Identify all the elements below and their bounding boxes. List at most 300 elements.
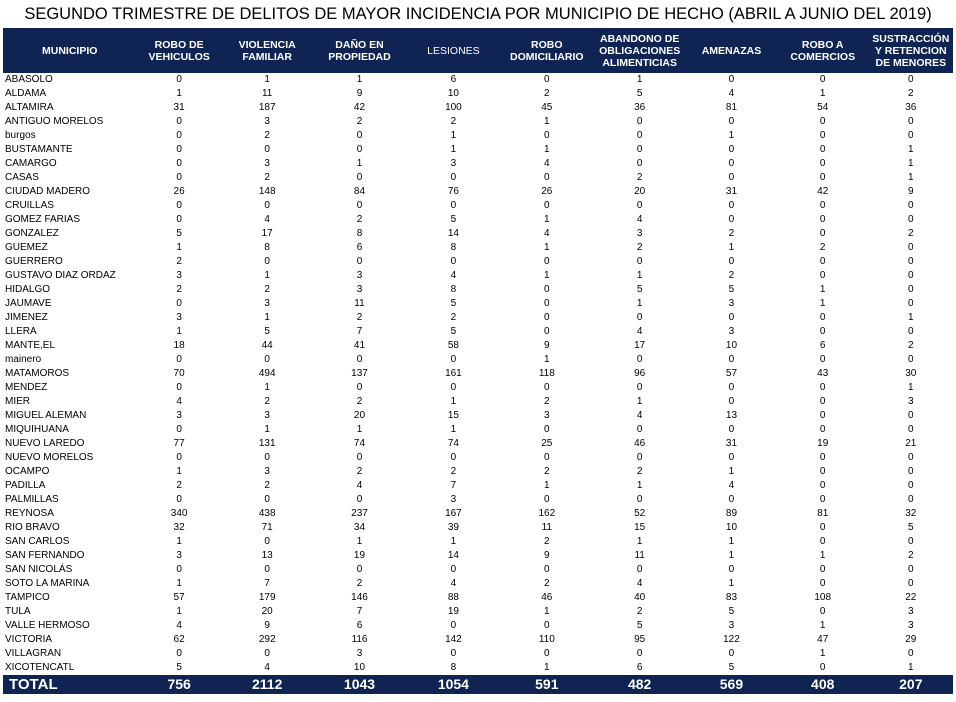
value-cell: 0 [908, 130, 914, 141]
value-cell: 3 [728, 326, 735, 337]
table-row [3, 185, 953, 199]
value-cell: 1 [176, 578, 182, 589]
value-cell: 2 [356, 578, 363, 589]
value-cell: 3 [544, 410, 550, 421]
value-cell: 0 [264, 354, 270, 365]
value-cell: 0 [728, 158, 735, 169]
value-cell: 6 [356, 242, 363, 253]
value-cell: 1 [544, 606, 550, 617]
value-cell: 0 [636, 452, 643, 463]
value-cell: 1 [264, 312, 270, 323]
municipio-cell: HIDALGO [5, 284, 51, 295]
value-cell: 0 [176, 648, 182, 659]
value-cell: 0 [544, 424, 550, 435]
value-cell: 0 [544, 312, 550, 323]
value-cell: 3 [450, 158, 457, 169]
value-cell: 0 [544, 256, 550, 267]
value-cell: 3 [908, 396, 914, 407]
value-cell: 39 [447, 522, 459, 533]
value-cell: 58 [447, 340, 459, 351]
value-cell: 17 [634, 340, 646, 351]
value-cell: 2 [356, 466, 363, 477]
value-cell: 0 [636, 158, 643, 169]
municipio-cell: RIO BRAVO [5, 522, 60, 533]
value-cell: 0 [908, 452, 914, 463]
value-cell: 1 [728, 550, 735, 561]
value-cell: 32 [905, 508, 917, 519]
table-row [3, 255, 953, 269]
value-cell: 3 [176, 550, 182, 561]
table-row [3, 479, 953, 493]
value-cell: 0 [636, 144, 643, 155]
header-municipio: MUNICIPIO [3, 28, 136, 73]
value-cell: 1 [264, 424, 270, 435]
value-cell: 162 [538, 508, 556, 519]
header-amenazas: AMENAZAS [686, 28, 777, 73]
total-row [3, 675, 953, 694]
value-cell: 0 [819, 256, 826, 267]
value-cell: 0 [450, 354, 457, 365]
value-cell: 5 [636, 620, 643, 631]
table-row [3, 605, 953, 619]
value-cell: 18 [173, 340, 185, 351]
value-cell: 2 [356, 396, 363, 407]
value-cell: 2 [176, 256, 182, 267]
value-cell: 0 [450, 382, 457, 393]
value-cell: 4 [636, 214, 643, 225]
value-cell: 0 [356, 144, 363, 155]
value-cell: 1 [544, 662, 550, 673]
municipio-cell: TULA [5, 606, 31, 617]
value-cell: 1 [356, 536, 363, 547]
value-cell: 2 [356, 214, 363, 225]
value-cell: 0 [908, 256, 914, 267]
value-cell: 5 [728, 662, 735, 673]
value-cell: 0 [728, 74, 735, 85]
value-cell: 2 [450, 312, 457, 323]
header-abandono-obligaciones: ABANDONO DE OBLIGACIONES ALIMENTICIAS [593, 28, 686, 73]
value-cell: 9 [264, 620, 270, 631]
table-row [3, 451, 953, 465]
value-cell: 0 [728, 144, 735, 155]
value-cell: 438 [258, 508, 276, 519]
table-row [3, 535, 953, 549]
municipio-cell: CAMARGO [5, 158, 57, 169]
value-cell: 2 [264, 396, 270, 407]
table-row [3, 171, 953, 185]
value-cell: 142 [445, 634, 462, 645]
header-dano-propiedad: DAÑO EN PROPIEDAD [313, 28, 407, 73]
value-cell: 46 [541, 592, 553, 603]
value-cell: 0 [356, 452, 363, 463]
value-cell: 26 [541, 186, 553, 197]
value-cell: 0 [356, 172, 363, 183]
municipio-cell: NUEVO MORELOS [5, 452, 94, 463]
value-cell: 15 [447, 410, 459, 421]
value-cell: 0 [819, 396, 826, 407]
table-row [3, 241, 953, 255]
municipio-cell: GONZALEZ [5, 228, 59, 239]
value-cell: 0 [728, 564, 735, 575]
value-cell: 4 [264, 662, 270, 673]
value-cell: 2 [450, 116, 457, 127]
value-cell: 0 [819, 326, 826, 337]
value-cell: 88 [447, 592, 459, 603]
value-cell: 108 [814, 592, 832, 603]
value-cell: 11 [634, 550, 645, 561]
value-cell: 9 [908, 186, 914, 197]
value-cell: 0 [544, 298, 550, 309]
value-cell: 57 [173, 592, 185, 603]
value-cell: 5 [450, 298, 457, 309]
table-row [3, 661, 953, 675]
value-cell: 0 [819, 74, 826, 85]
value-cell: 0 [728, 172, 735, 183]
value-cell: 0 [819, 564, 826, 575]
value-cell: 494 [258, 368, 276, 379]
value-cell: 2 [450, 466, 457, 477]
value-cell: 74 [353, 438, 366, 449]
table-row [3, 423, 953, 437]
table-row [3, 87, 953, 101]
value-cell: 3 [176, 270, 182, 281]
value-cell: 0 [819, 452, 826, 463]
value-cell: 4 [176, 620, 182, 631]
value-cell: 2 [176, 480, 182, 491]
value-cell: 2 [544, 466, 550, 477]
value-cell: 3 [264, 158, 270, 169]
value-cell: 0 [908, 536, 914, 547]
value-cell: 31 [725, 186, 738, 197]
value-cell: 0 [636, 564, 643, 575]
value-cell: 0 [636, 648, 643, 659]
value-cell: 0 [908, 298, 914, 309]
value-cell: 1 [908, 382, 914, 393]
value-cell: 11 [261, 88, 273, 99]
total-cell: 756 [136, 675, 221, 694]
header-robo-domiciliario: ROBO DOMICILIARIO [500, 28, 593, 73]
value-cell: 0 [819, 536, 826, 547]
table-row [3, 563, 953, 577]
value-cell: 6 [636, 662, 643, 673]
value-cell: 0 [636, 256, 643, 267]
value-cell: 0 [176, 452, 182, 463]
value-cell: 100 [445, 102, 462, 113]
value-cell: 0 [264, 256, 270, 267]
value-cell: 9 [356, 88, 363, 99]
value-cell: 187 [258, 102, 276, 113]
value-cell: 1 [450, 130, 457, 141]
value-cell: 7 [356, 326, 363, 337]
value-cell: 1 [544, 480, 550, 491]
value-cell: 19 [353, 550, 366, 561]
value-cell: 83 [725, 592, 738, 603]
value-cell: 20 [634, 186, 646, 197]
value-cell: 46 [634, 438, 646, 449]
value-cell: 43 [817, 368, 829, 379]
municipio-cell: JAUMAVE [5, 298, 52, 309]
value-cell: 0 [819, 144, 826, 155]
value-cell: 7 [450, 480, 457, 491]
value-cell: 2 [544, 578, 550, 589]
value-cell: 70 [173, 368, 185, 379]
value-cell: 0 [544, 382, 550, 393]
table-row [3, 395, 953, 409]
value-cell: 0 [819, 158, 826, 169]
table-row [3, 325, 953, 339]
value-cell: 0 [544, 452, 550, 463]
value-cell: 3 [356, 284, 363, 295]
value-cell: 14 [447, 228, 459, 239]
value-cell: 0 [819, 606, 826, 617]
value-cell: 0 [819, 410, 826, 421]
value-cell: 1 [819, 298, 826, 309]
value-cell: 0 [908, 480, 914, 491]
value-cell: 0 [819, 130, 826, 141]
value-cell: 41 [353, 340, 366, 351]
value-cell: 5 [176, 662, 182, 673]
table-row [3, 283, 953, 297]
value-cell: 0 [819, 172, 826, 183]
value-cell: 8 [264, 242, 270, 253]
municipio-cell: CASAS [5, 172, 39, 183]
value-cell: 0 [544, 326, 550, 337]
value-cell: 2 [908, 228, 914, 239]
value-cell: 1 [819, 284, 826, 295]
value-cell: 0 [544, 648, 550, 659]
municipio-cell: GUERRERO [5, 256, 63, 267]
value-cell: 0 [450, 564, 457, 575]
total-cell: 482 [593, 675, 686, 694]
municipio-cell: SAN CARLOS [5, 536, 70, 547]
value-cell: 1 [176, 242, 182, 253]
municipio-cell: VILLAGRAN [5, 648, 62, 659]
value-cell: 9 [544, 340, 550, 351]
value-cell: 2 [636, 606, 643, 617]
municipio-cell: VALLE HERMOSO [5, 620, 90, 631]
table-row [3, 129, 953, 143]
total-cell: 1054 [406, 675, 500, 694]
value-cell: 0 [908, 564, 914, 575]
value-cell: 1 [728, 466, 735, 477]
total-cell: 207 [869, 675, 953, 694]
table-row [3, 269, 953, 283]
value-cell: 19 [447, 606, 459, 617]
value-cell: 11 [354, 298, 365, 309]
value-cell: 52 [634, 508, 646, 519]
value-cell: 1 [450, 536, 457, 547]
municipio-cell: ANTIGUO MORELOS [5, 116, 104, 127]
total-cell: 408 [777, 675, 869, 694]
value-cell: 0 [264, 452, 270, 463]
value-cell: 0 [450, 256, 457, 267]
value-cell: 1 [264, 382, 270, 393]
value-cell: 4 [636, 326, 643, 337]
value-cell: 0 [908, 648, 914, 659]
municipio-cell: NUEVO LAREDO [5, 438, 85, 449]
value-cell: 0 [908, 270, 914, 281]
value-cell: 2 [356, 312, 363, 323]
value-cell: 0 [908, 74, 914, 85]
value-cell: 3 [356, 648, 363, 659]
value-cell: 25 [541, 438, 553, 449]
value-cell: 1 [636, 396, 643, 407]
value-cell: 45 [541, 102, 553, 113]
municipio-cell: GUEMEZ [5, 242, 48, 253]
value-cell: 2 [728, 228, 735, 239]
value-cell: 8 [356, 228, 363, 239]
value-cell: 0 [728, 256, 735, 267]
value-cell: 0 [728, 452, 735, 463]
page-title: SEGUNDO TRIMESTRE DE DELITOS DE MAYOR INCIDENCIA POR MUNICIPIO DE HECHO (ABRIL A JUNIO DEL 2019) [24, 5, 932, 23]
value-cell: 5 [636, 88, 643, 99]
table-row [3, 577, 953, 591]
value-cell: 4 [544, 158, 550, 169]
value-cell: 0 [728, 382, 735, 393]
value-cell: 3 [450, 494, 457, 505]
municipio-cell: burgos [5, 130, 36, 141]
value-cell: 0 [819, 522, 826, 533]
value-cell: 3 [264, 298, 270, 309]
header-lesiones: LESIONES [406, 28, 500, 73]
table-row [3, 199, 953, 213]
municipio-cell: JIMENEZ [5, 312, 48, 323]
value-cell: 1 [728, 578, 735, 589]
municipio-cell: ALDAMA [5, 88, 47, 99]
value-cell: 161 [445, 368, 462, 379]
value-cell: 2 [908, 88, 914, 99]
value-cell: 1 [728, 242, 735, 253]
value-cell: 0 [356, 564, 363, 575]
value-cell: 4 [544, 228, 550, 239]
value-cell: 0 [819, 578, 826, 589]
value-cell: 10 [447, 88, 459, 99]
value-cell: 1 [544, 116, 550, 127]
value-cell: 5 [176, 228, 182, 239]
value-cell: 0 [176, 172, 182, 183]
header-robo-vehiculos: ROBO DE VEHICULOS [136, 28, 221, 73]
table-row [3, 381, 953, 395]
value-cell: 292 [258, 634, 276, 645]
value-cell: 34 [353, 522, 366, 533]
value-cell: 2 [544, 88, 550, 99]
value-cell: 89 [725, 508, 738, 519]
table-row [3, 409, 953, 423]
table-row [3, 115, 953, 129]
value-cell: 1 [356, 74, 363, 85]
value-cell: 0 [176, 298, 182, 309]
value-cell: 1 [264, 270, 270, 281]
value-cell: 0 [908, 578, 914, 589]
table-row [3, 227, 953, 241]
value-cell: 0 [636, 200, 643, 211]
value-cell: 40 [634, 592, 646, 603]
value-cell: 3 [728, 298, 735, 309]
value-cell: 0 [176, 158, 182, 169]
value-cell: 1 [450, 396, 457, 407]
table-row [3, 73, 953, 87]
value-cell: 167 [445, 508, 462, 519]
value-cell: 0 [636, 312, 643, 323]
municipio-cell: MATAMOROS [5, 368, 70, 379]
value-cell: 20 [261, 606, 273, 617]
value-cell: 42 [817, 186, 829, 197]
municipio-cell: MIER [5, 396, 30, 407]
value-cell: 4 [264, 214, 270, 225]
value-cell: 57 [725, 368, 738, 379]
value-cell: 5 [264, 326, 270, 337]
value-cell: 4 [176, 396, 182, 407]
table-row [3, 647, 953, 661]
table-row [3, 297, 953, 311]
header-robo-comercios: ROBO A COMERCIOS [777, 28, 869, 73]
value-cell: 21 [905, 438, 917, 449]
value-cell: 77 [173, 438, 185, 449]
value-cell: 1 [636, 74, 643, 85]
value-cell: 0 [544, 564, 550, 575]
value-cell: 2 [819, 242, 826, 253]
value-cell: 0 [728, 424, 735, 435]
value-cell: 9 [544, 550, 550, 561]
value-cell: 4 [636, 410, 643, 421]
value-cell: 1 [544, 354, 550, 365]
value-cell: 118 [538, 368, 555, 379]
header-violencia-familiar: VIOLENCIA FAMILIAR [222, 28, 313, 73]
value-cell: 3 [728, 620, 735, 631]
value-cell: 0 [728, 494, 735, 505]
municipio-cell: MANTE,EL [5, 340, 56, 351]
value-cell: 0 [356, 494, 363, 505]
municipio-cell: ABASOLO [5, 74, 53, 85]
total-cell: 1043 [313, 675, 407, 694]
total-cell: 591 [500, 675, 593, 694]
value-cell: 71 [261, 522, 273, 533]
municipio-cell: REYNOSA [5, 508, 54, 519]
table-row [3, 339, 953, 353]
value-cell: 0 [264, 536, 270, 547]
value-cell: 31 [725, 438, 738, 449]
value-cell: 3 [636, 228, 643, 239]
value-cell: 2 [264, 172, 270, 183]
value-cell: 1 [176, 466, 182, 477]
table-row [3, 213, 953, 227]
value-cell: 0 [819, 214, 826, 225]
value-cell: 0 [264, 494, 270, 505]
municipio-cell: SOTO LA MARINA [5, 578, 90, 589]
value-cell: 4 [728, 480, 735, 491]
header-row [3, 28, 953, 73]
value-cell: 17 [261, 228, 273, 239]
municipio-cell: MIQUIHUANA [5, 424, 69, 435]
value-cell: 1 [908, 172, 914, 183]
value-cell: 3 [908, 606, 914, 617]
value-cell: 2 [636, 242, 643, 253]
value-cell: 5 [728, 284, 735, 295]
value-cell: 1 [728, 536, 735, 547]
value-cell: 7 [264, 578, 270, 589]
value-cell: 2 [728, 270, 735, 281]
value-cell: 2 [908, 550, 914, 561]
value-cell: 1 [450, 144, 457, 155]
municipio-cell: GUSTAVO DIAZ ORDAZ [5, 270, 116, 281]
municipio-cell: BUSTAMANTE [5, 144, 73, 155]
table-row [3, 591, 953, 605]
total-cell: 2112 [222, 675, 313, 694]
value-cell: 42 [353, 102, 366, 113]
value-cell: 0 [819, 480, 826, 491]
value-cell: 0 [544, 620, 550, 631]
value-cell: 31 [173, 102, 185, 113]
